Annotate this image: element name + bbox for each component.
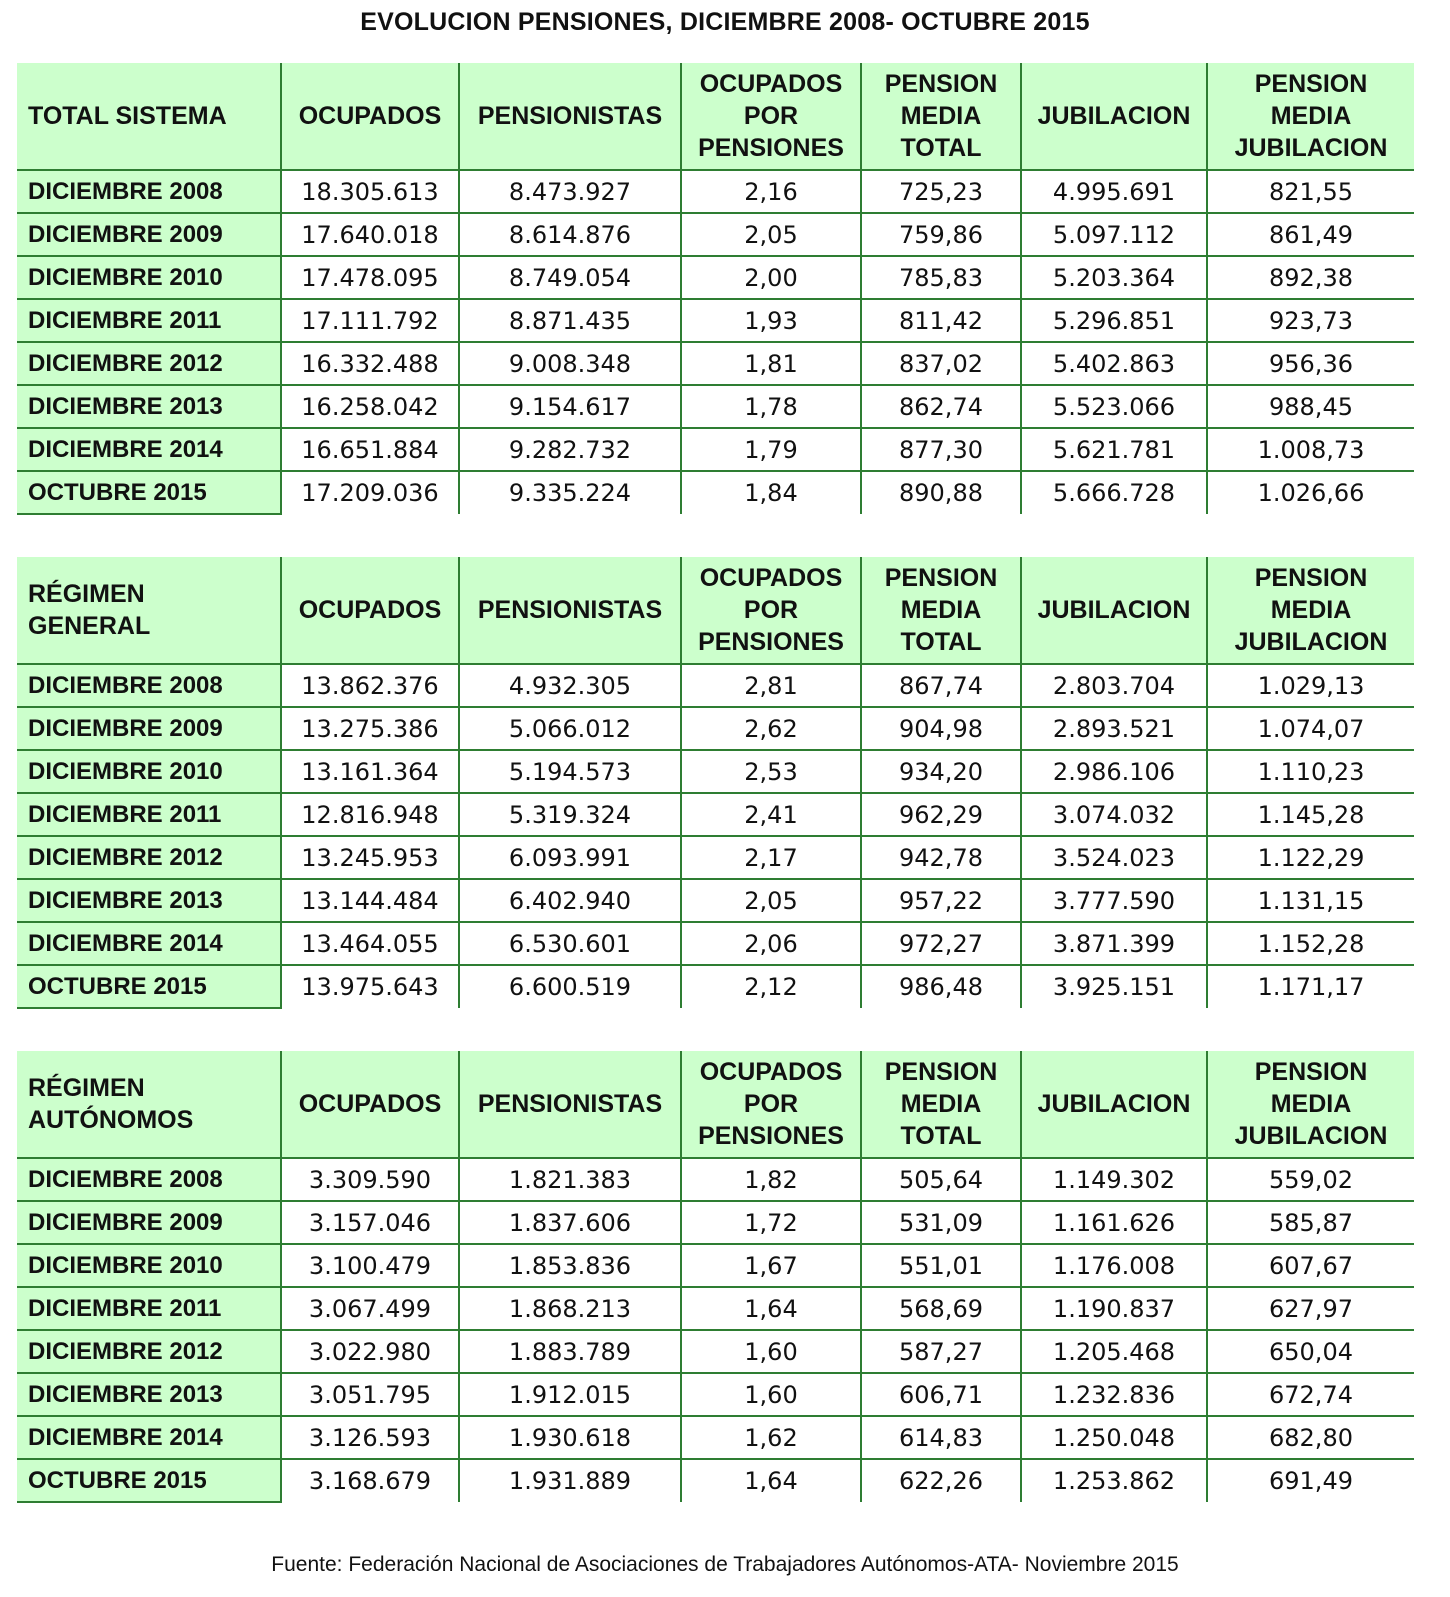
- table-row: [17, 1244, 1414, 1287]
- cell-ocupados: 3.022.980: [281, 1330, 459, 1373]
- table-row: [17, 1459, 1414, 1502]
- column-header-pensionistas: PENSIONISTAS: [459, 557, 681, 664]
- cell-ocupados: 13.245.953: [281, 836, 459, 879]
- cell-ocupados: 13.464.055: [281, 922, 459, 965]
- cell-pension-media-total: 986,48: [861, 965, 1021, 1008]
- table-row: [17, 836, 1414, 879]
- cell-ocupados: 3.051.795: [281, 1373, 459, 1416]
- table-regimen-autonomos: [17, 1051, 1414, 1503]
- cell-pension-media-jubilacion: 650,04: [1207, 1330, 1414, 1373]
- cell-ocupados: 18.305.613: [281, 170, 459, 213]
- cell-ocupados-por-pensiones: 1,64: [681, 1459, 861, 1502]
- cell-jubilacion: 5.097.112: [1021, 213, 1207, 256]
- cell-pensionistas: 1.868.213: [459, 1287, 681, 1330]
- cell-pension-media-jubilacion: 1.074,07: [1207, 707, 1414, 750]
- cell-ocupados: 13.275.386: [281, 707, 459, 750]
- cell-pension-media-total: 862,74: [861, 385, 1021, 428]
- cell-pension-media-total: 551,01: [861, 1244, 1021, 1287]
- cell-pension-media-jubilacion: 892,38: [1207, 256, 1414, 299]
- cell-ocupados-por-pensiones: 1,93: [681, 299, 861, 342]
- cell-pensionistas: 1.930.618: [459, 1416, 681, 1459]
- cell-ocupados: 3.067.499: [281, 1287, 459, 1330]
- cell-ocupados: 13.862.376: [281, 664, 459, 707]
- cell-jubilacion: 1.149.302: [1021, 1158, 1207, 1201]
- cell-pension-media-total: 962,29: [861, 793, 1021, 836]
- cell-jubilacion: 4.995.691: [1021, 170, 1207, 213]
- table-row: [17, 385, 1414, 428]
- cell-ocupados: 17.640.018: [281, 213, 459, 256]
- row-label: OCTUBRE 2015: [17, 471, 281, 514]
- cell-pension-media-total: 725,23: [861, 170, 1021, 213]
- cell-ocupados-por-pensiones: 2,17: [681, 836, 861, 879]
- table-row: [17, 707, 1414, 750]
- cell-pensionistas: 9.154.617: [459, 385, 681, 428]
- cell-ocupados-por-pensiones: 2,41: [681, 793, 861, 836]
- cell-pensionistas: 6.093.991: [459, 836, 681, 879]
- cell-pension-media-total: 759,86: [861, 213, 1021, 256]
- row-label: DICIEMBRE 2014: [17, 922, 281, 965]
- cell-jubilacion: 3.871.399: [1021, 922, 1207, 965]
- cell-ocupados: 3.126.593: [281, 1416, 459, 1459]
- cell-pension-media-jubilacion: 607,67: [1207, 1244, 1414, 1287]
- cell-ocupados-por-pensiones: 1,62: [681, 1416, 861, 1459]
- cell-pensionistas: 1.837.606: [459, 1201, 681, 1244]
- row-label: DICIEMBRE 2011: [17, 299, 281, 342]
- cell-ocupados: 13.975.643: [281, 965, 459, 1008]
- table-row: [17, 1416, 1414, 1459]
- cell-pension-media-total: 811,42: [861, 299, 1021, 342]
- cell-pensionistas: 9.335.224: [459, 471, 681, 514]
- cell-pension-media-jubilacion: 1.122,29: [1207, 836, 1414, 879]
- column-header-ocupados-por-pensiones: OCUPADOS POR PENSIONES: [681, 63, 861, 170]
- cell-pension-media-jubilacion: 672,74: [1207, 1373, 1414, 1416]
- row-label: DICIEMBRE 2012: [17, 1330, 281, 1373]
- table-row: [17, 1373, 1414, 1416]
- column-header-ocupados: OCUPADOS: [281, 557, 459, 664]
- cell-pension-media-total: 867,74: [861, 664, 1021, 707]
- row-label: DICIEMBRE 2008: [17, 1158, 281, 1201]
- cell-jubilacion: 1.176.008: [1021, 1244, 1207, 1287]
- table-row: [17, 170, 1414, 213]
- table-regimen-general: [17, 557, 1414, 1009]
- row-label: OCTUBRE 2015: [17, 1459, 281, 1502]
- cell-pension-media-total: 505,64: [861, 1158, 1021, 1201]
- cell-jubilacion: 1.205.468: [1021, 1330, 1207, 1373]
- table-row: [17, 299, 1414, 342]
- table-header-row: [17, 557, 1414, 664]
- cell-ocupados: 3.100.479: [281, 1244, 459, 1287]
- column-header-pension-media-total: PENSION MEDIA TOTAL: [861, 1051, 1021, 1158]
- table-header-row: [17, 63, 1414, 170]
- cell-pension-media-total: 972,27: [861, 922, 1021, 965]
- cell-pension-media-jubilacion: 923,73: [1207, 299, 1414, 342]
- row-label: OCTUBRE 2015: [17, 965, 281, 1008]
- cell-jubilacion: 1.253.862: [1021, 1459, 1207, 1502]
- table-row: [17, 793, 1414, 836]
- cell-pension-media-total: 904,98: [861, 707, 1021, 750]
- cell-pension-media-total: 957,22: [861, 879, 1021, 922]
- cell-ocupados-por-pensiones: 2,12: [681, 965, 861, 1008]
- column-header-pension-media-total: PENSION MEDIA TOTAL: [861, 63, 1021, 170]
- column-header-pension-media-jubilacion: PENSION MEDIA JUBILACION: [1207, 1051, 1414, 1158]
- cell-ocupados: 17.478.095: [281, 256, 459, 299]
- column-header-jubilacion: JUBILACION: [1021, 63, 1207, 170]
- table-row: [17, 1158, 1414, 1201]
- cell-ocupados-por-pensiones: 1,60: [681, 1330, 861, 1373]
- cell-ocupados: 17.111.792: [281, 299, 459, 342]
- cell-pension-media-jubilacion: 559,02: [1207, 1158, 1414, 1201]
- row-label: DICIEMBRE 2011: [17, 1287, 281, 1330]
- column-header-pensionistas: PENSIONISTAS: [459, 63, 681, 170]
- cell-pension-media-jubilacion: 821,55: [1207, 170, 1414, 213]
- row-label: DICIEMBRE 2013: [17, 385, 281, 428]
- cell-ocupados-por-pensiones: 1,82: [681, 1158, 861, 1201]
- cell-pensionistas: 1.931.889: [459, 1459, 681, 1502]
- source-note: Fuente: Federación Nacional de Asociaciones de Trabajadores Autónomos-ATA- Noviembre 2015: [271, 1553, 1179, 1576]
- cell-jubilacion: 5.402.863: [1021, 342, 1207, 385]
- cell-pensionistas: 8.473.927: [459, 170, 681, 213]
- cell-pensionistas: 6.600.519: [459, 965, 681, 1008]
- cell-ocupados-por-pensiones: 2,16: [681, 170, 861, 213]
- cell-pensionistas: 5.066.012: [459, 707, 681, 750]
- cell-ocupados-por-pensiones: 1,72: [681, 1201, 861, 1244]
- cell-jubilacion: 3.777.590: [1021, 879, 1207, 922]
- cell-pension-media-total: 531,09: [861, 1201, 1021, 1244]
- cell-pension-media-total: 606,71: [861, 1373, 1021, 1416]
- cell-ocupados-por-pensiones: 2,05: [681, 213, 861, 256]
- cell-pension-media-total: 587,27: [861, 1330, 1021, 1373]
- cell-pension-media-jubilacion: 1.110,23: [1207, 750, 1414, 793]
- cell-ocupados: 3.309.590: [281, 1158, 459, 1201]
- cell-jubilacion: 3.074.032: [1021, 793, 1207, 836]
- table-row: [17, 750, 1414, 793]
- cell-ocupados: 3.168.679: [281, 1459, 459, 1502]
- cell-pension-media-jubilacion: 956,36: [1207, 342, 1414, 385]
- cell-pensionistas: 1.821.383: [459, 1158, 681, 1201]
- column-header-ocupados-por-pensiones: OCUPADOS POR PENSIONES: [681, 557, 861, 664]
- table-row: [17, 428, 1414, 471]
- table-title-line: TOTAL SISTEMA: [28, 102, 227, 130]
- cell-ocupados-por-pensiones: 1,60: [681, 1373, 861, 1416]
- table-total-sistema: [17, 63, 1414, 515]
- cell-jubilacion: 5.296.851: [1021, 299, 1207, 342]
- table-row: [17, 879, 1414, 922]
- cell-jubilacion: 5.621.781: [1021, 428, 1207, 471]
- cell-ocupados-por-pensiones: 1,64: [681, 1287, 861, 1330]
- cell-ocupados-por-pensiones: 1,79: [681, 428, 861, 471]
- cell-pension-media-total: 622,26: [861, 1459, 1021, 1502]
- cell-ocupados-por-pensiones: 2,00: [681, 256, 861, 299]
- cell-pension-media-total: 890,88: [861, 471, 1021, 514]
- table-row: [17, 213, 1414, 256]
- cell-pensionistas: 9.282.732: [459, 428, 681, 471]
- cell-pensionistas: 9.008.348: [459, 342, 681, 385]
- cell-pension-media-jubilacion: 988,45: [1207, 385, 1414, 428]
- row-label: DICIEMBRE 2014: [17, 1416, 281, 1459]
- cell-pension-media-total: 614,83: [861, 1416, 1021, 1459]
- cell-jubilacion: 1.250.048: [1021, 1416, 1207, 1459]
- cell-pensionistas: 6.530.601: [459, 922, 681, 965]
- cell-ocupados: 3.157.046: [281, 1201, 459, 1244]
- cell-jubilacion: 5.203.364: [1021, 256, 1207, 299]
- row-label: DICIEMBRE 2008: [17, 170, 281, 213]
- cell-pension-media-jubilacion: 1.145,28: [1207, 793, 1414, 836]
- cell-pension-media-jubilacion: 1.029,13: [1207, 664, 1414, 707]
- cell-jubilacion: 3.524.023: [1021, 836, 1207, 879]
- row-label: DICIEMBRE 2010: [17, 750, 281, 793]
- table-row: [17, 471, 1414, 514]
- cell-pension-media-jubilacion: 1.131,15: [1207, 879, 1414, 922]
- table-row: [17, 1201, 1414, 1244]
- table-title: RÉGIMEN AUTÓNOMOS: [17, 1051, 281, 1158]
- cell-jubilacion: 2.803.704: [1021, 664, 1207, 707]
- cell-jubilacion: 1.232.836: [1021, 1373, 1207, 1416]
- page-title: EVOLUCION PENSIONES, DICIEMBRE 2008- OCTUBRE 2015: [360, 8, 1090, 36]
- row-label: DICIEMBRE 2008: [17, 664, 281, 707]
- cell-ocupados-por-pensiones: 2,62: [681, 707, 861, 750]
- cell-pensionistas: 1.853.836: [459, 1244, 681, 1287]
- cell-pension-media-jubilacion: 691,49: [1207, 1459, 1414, 1502]
- cell-pension-media-jubilacion: 585,87: [1207, 1201, 1414, 1244]
- cell-jubilacion: 2.986.106: [1021, 750, 1207, 793]
- cell-jubilacion: 5.523.066: [1021, 385, 1207, 428]
- column-header-pensionistas: PENSIONISTAS: [459, 1051, 681, 1158]
- cell-ocupados: 13.144.484: [281, 879, 459, 922]
- cell-ocupados-por-pensiones: 2,06: [681, 922, 861, 965]
- row-label: DICIEMBRE 2011: [17, 793, 281, 836]
- table-row: [17, 256, 1414, 299]
- table-row: [17, 342, 1414, 385]
- table-row: [17, 922, 1414, 965]
- row-label: DICIEMBRE 2009: [17, 1201, 281, 1244]
- cell-pension-media-jubilacion: 627,97: [1207, 1287, 1414, 1330]
- cell-pension-media-jubilacion: 1.026,66: [1207, 471, 1414, 514]
- cell-ocupados: 17.209.036: [281, 471, 459, 514]
- column-header-jubilacion: JUBILACION: [1021, 1051, 1207, 1158]
- cell-jubilacion: 1.190.837: [1021, 1287, 1207, 1330]
- cell-pensionistas: 6.402.940: [459, 879, 681, 922]
- cell-ocupados: 13.161.364: [281, 750, 459, 793]
- cell-pension-media-jubilacion: 682,80: [1207, 1416, 1414, 1459]
- cell-pensionistas: 8.749.054: [459, 256, 681, 299]
- cell-ocupados: 12.816.948: [281, 793, 459, 836]
- cell-pension-media-jubilacion: 1.152,28: [1207, 922, 1414, 965]
- cell-pensionistas: 1.883.789: [459, 1330, 681, 1373]
- cell-ocupados: 16.332.488: [281, 342, 459, 385]
- cell-pensionistas: 8.614.876: [459, 213, 681, 256]
- table-row: [17, 965, 1414, 1008]
- row-label: DICIEMBRE 2009: [17, 213, 281, 256]
- cell-ocupados: 16.651.884: [281, 428, 459, 471]
- cell-pension-media-total: 934,20: [861, 750, 1021, 793]
- table-row: [17, 664, 1414, 707]
- cell-pension-media-total: 942,78: [861, 836, 1021, 879]
- table-row: [17, 1287, 1414, 1330]
- cell-pension-media-total: 837,02: [861, 342, 1021, 385]
- table-title: [17, 63, 281, 170]
- row-label: DICIEMBRE 2013: [17, 879, 281, 922]
- cell-pensionistas: 8.871.435: [459, 299, 681, 342]
- column-header-pension-media-jubilacion: PENSION MEDIA JUBILACION: [1207, 63, 1414, 170]
- cell-ocupados-por-pensiones: 2,81: [681, 664, 861, 707]
- column-header-ocupados: OCUPADOS: [281, 1051, 459, 1158]
- row-label: DICIEMBRE 2010: [17, 256, 281, 299]
- cell-jubilacion: 1.161.626: [1021, 1201, 1207, 1244]
- row-label: DICIEMBRE 2012: [17, 836, 281, 879]
- column-header-pension-media-total: PENSION MEDIA TOTAL: [861, 557, 1021, 664]
- row-label: DICIEMBRE 2014: [17, 428, 281, 471]
- row-label: DICIEMBRE 2013: [17, 1373, 281, 1416]
- cell-ocupados-por-pensiones: 1,78: [681, 385, 861, 428]
- cell-pension-media-jubilacion: 1.171,17: [1207, 965, 1414, 1008]
- cell-pension-media-total: 568,69: [861, 1287, 1021, 1330]
- cell-pensionistas: 5.319.324: [459, 793, 681, 836]
- column-header-jubilacion: JUBILACION: [1021, 557, 1207, 664]
- cell-pension-media-jubilacion: 1.008,73: [1207, 428, 1414, 471]
- cell-jubilacion: 3.925.151: [1021, 965, 1207, 1008]
- cell-ocupados-por-pensiones: 1,81: [681, 342, 861, 385]
- cell-ocupados-por-pensiones: 2,05: [681, 879, 861, 922]
- row-label: DICIEMBRE 2009: [17, 707, 281, 750]
- column-header-ocupados-por-pensiones: OCUPADOS POR PENSIONES: [681, 1051, 861, 1158]
- table-row: [17, 1330, 1414, 1373]
- column-header-pension-media-jubilacion: PENSION MEDIA JUBILACION: [1207, 557, 1414, 664]
- cell-ocupados-por-pensiones: 2,53: [681, 750, 861, 793]
- cell-jubilacion: 2.893.521: [1021, 707, 1207, 750]
- row-label: DICIEMBRE 2010: [17, 1244, 281, 1287]
- cell-jubilacion: 5.666.728: [1021, 471, 1207, 514]
- cell-pensionistas: 1.912.015: [459, 1373, 681, 1416]
- cell-ocupados: 16.258.042: [281, 385, 459, 428]
- cell-pension-media-total: 877,30: [861, 428, 1021, 471]
- row-label: DICIEMBRE 2012: [17, 342, 281, 385]
- cell-pension-media-total: 785,83: [861, 256, 1021, 299]
- cell-pensionistas: 5.194.573: [459, 750, 681, 793]
- table-title: RÉGIMEN GENERAL: [17, 557, 281, 664]
- column-header-ocupados: OCUPADOS: [281, 63, 459, 170]
- cell-pensionistas: 4.932.305: [459, 664, 681, 707]
- cell-pension-media-jubilacion: 861,49: [1207, 213, 1414, 256]
- cell-ocupados-por-pensiones: 1,67: [681, 1244, 861, 1287]
- cell-ocupados-por-pensiones: 1,84: [681, 471, 861, 514]
- table-header-row: [17, 1051, 1414, 1158]
